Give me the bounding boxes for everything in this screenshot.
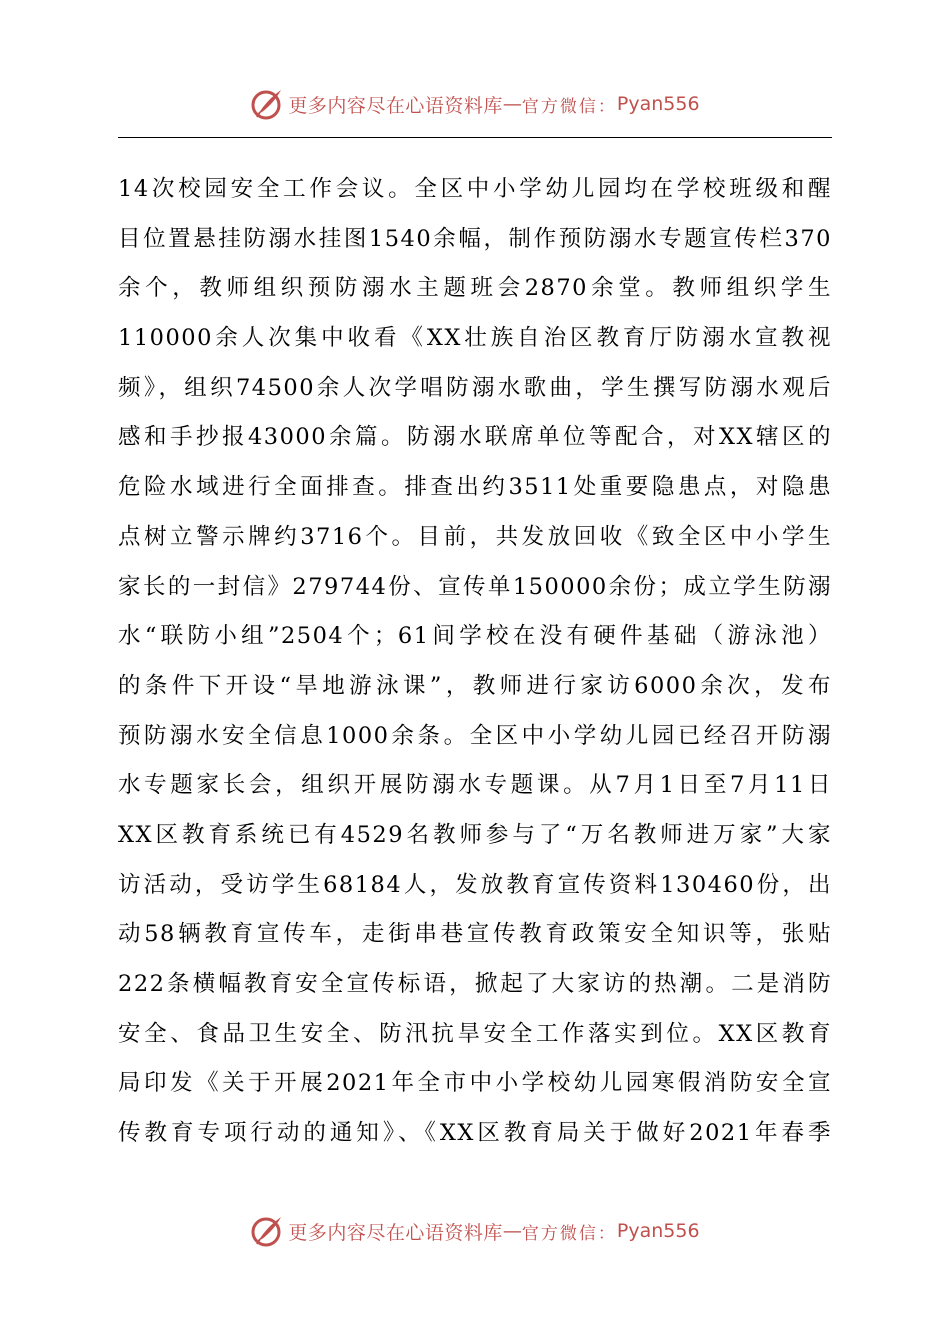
text-line: 水专题家长会，组织开展防溺水专题课。从7月1日至7月11日 (118, 772, 832, 799)
text-line: 14次校园安全工作会议。全区中小学幼儿园均在学校班级和醒 (118, 176, 832, 202)
text-line: 访活动，受访学生68184人，发放教育宣传资料130460份，出 (118, 871, 832, 898)
text-line: 局印发《关于开展2021年全市中小学校幼儿园寒假消防安全宣 (118, 1070, 832, 1097)
banner-official-label: 官方微信： (521, 1223, 617, 1244)
page-footer-banner (0, 1211, 950, 1251)
banner-wechat-id: Pyan556 (616, 1220, 700, 1242)
banner-site-name: 更多内容尽在心语资料库 (288, 94, 503, 117)
text-line: 点树立警示牌约3716个。目前，共发放回收《致全区中小学生 (118, 523, 832, 550)
text-line: 家长的一封信》279744份、宣传单150000余份；成立学生防溺 (118, 573, 832, 600)
page-header-banner (0, 84, 950, 124)
text-line: 频》，组织74500余人次学唱防溺水歌曲，学生撰写防溺水观后 (118, 374, 832, 401)
text-line: 110000余人次集中收看《XX壮族自治区教育厅防溺水宣教视 (118, 325, 832, 352)
text-line: 预防溺水安全信息1000余条。全区中小学幼儿园已经召开防溺 (118, 722, 832, 749)
text-line: 安全、食品卫生安全、防汛抗旱安全工作落实到位。XX区教育 (118, 1020, 832, 1047)
document-body (118, 165, 832, 1159)
text-line: 222条横幅教育安全宣传标语，掀起了大家访的热潮。二是消防 (118, 971, 832, 997)
banner-wechat-id: Pyan556 (616, 93, 700, 115)
banner-official-label: 官方微信： (521, 96, 617, 117)
text-line: 传教育专项行动的通知》、《XX区教育局关于做好2021年春季 (118, 1120, 832, 1147)
banner-separator: — (502, 1220, 522, 1242)
banner-site-name: 更多内容尽在心语资料库 (288, 1221, 503, 1244)
quill-logo-icon (250, 87, 284, 121)
text-line: 动58辆教育宣传车，走街串巷宣传教育政策安全知识等，张贴 (118, 921, 832, 948)
text-line: 水“联防小组”2504个；61间学校在没有硬件基础（游泳池） (118, 623, 832, 650)
text-line: 感和手抄报43000余篇。防溺水联席单位等配合，对XX辖区的 (118, 424, 832, 451)
text-line: XX区教育系统已有4529名教师参与了“万名教师进万家”大家 (118, 821, 832, 848)
text-line: 目位置悬挂防溺水挂图1540余幅，制作预防溺水专题宣传栏370 (118, 225, 832, 252)
text-line: 余个，教师组织预防溺水主题班会2870余堂。教师组织学生 (118, 275, 832, 302)
header-divider (118, 137, 832, 138)
text-line: 危险水域进行全面排查。排查出约3511处重要隐患点，对隐患 (118, 474, 832, 501)
banner-separator: — (502, 93, 522, 115)
quill-logo-icon (250, 1214, 284, 1248)
text-line: 的条件下开设“旱地游泳课”，教师进行家访6000余次，发布 (118, 672, 832, 699)
